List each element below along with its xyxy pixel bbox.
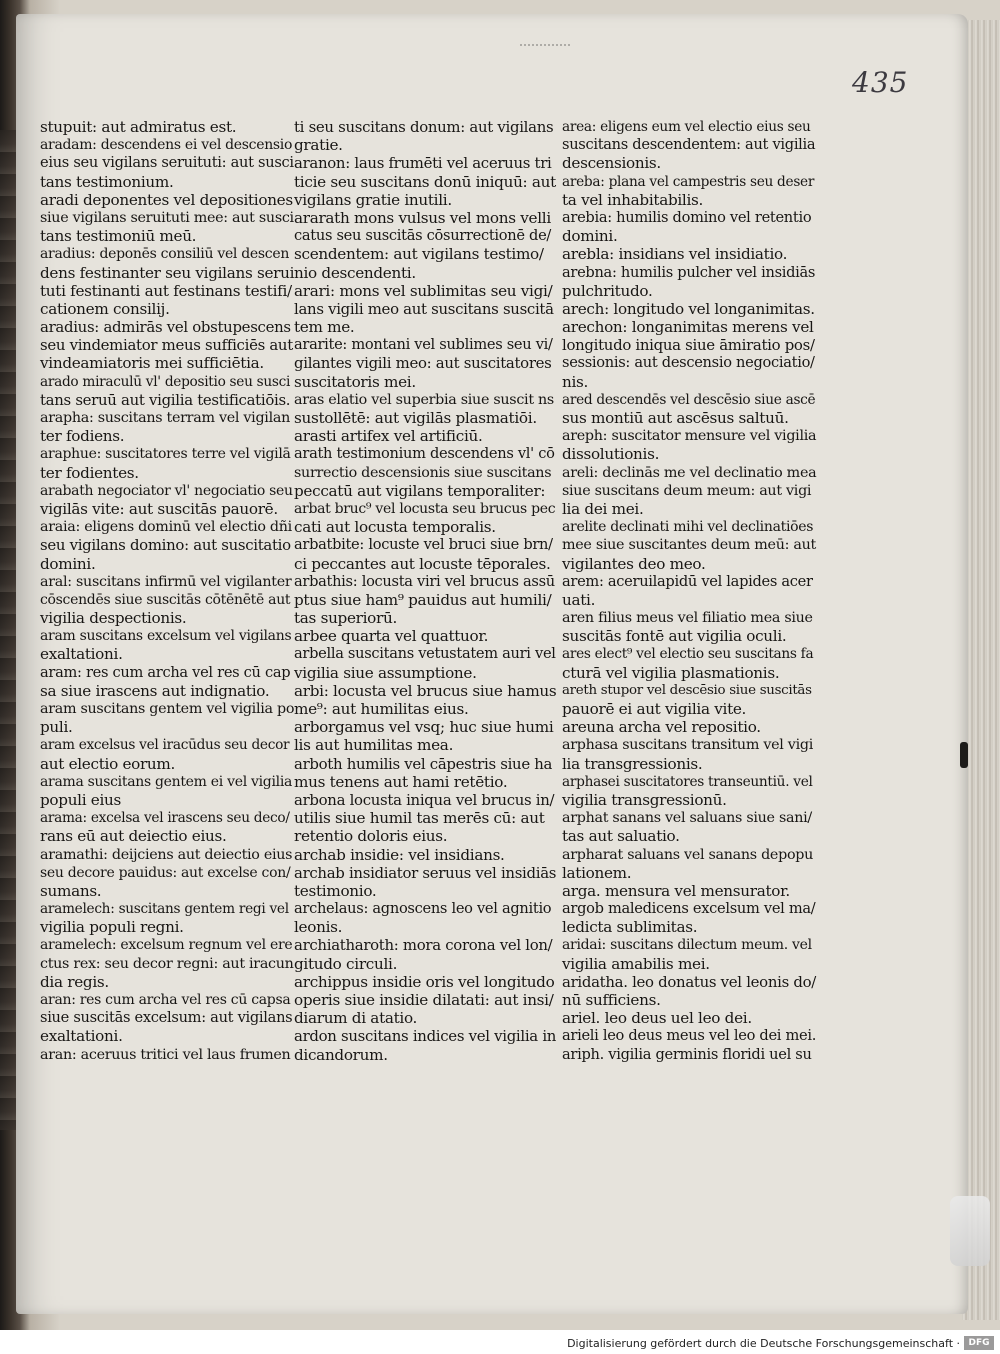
text-line: ledicta sublimitas. (562, 918, 698, 937)
text-line: diarum di atatio. (294, 1009, 418, 1028)
text-line: suscitās fontē aut vigilia oculi. (562, 627, 787, 646)
text-line: ariel. leo deus uel leo dei. (562, 1009, 752, 1028)
text-line: ariph. vigilia germinis floridi uel su (562, 1045, 812, 1063)
text-line: vigilia amabilis mei. (562, 954, 710, 973)
text-line: areba: plana vel campestris seu deser (562, 173, 815, 190)
text-line: arath testimonium descendens vl' cō (294, 445, 555, 463)
text-line: aradam: descendens ei vel descensio (40, 137, 293, 154)
text-line: arama: excelsa vel irascens seu deco/ (40, 810, 290, 827)
text-line: dissolutionis. (562, 445, 660, 464)
text-line: arborgamus vel vsq; huc siue humi (294, 718, 554, 737)
text-line: araia: eligens dominū vel electio dñi (40, 519, 292, 536)
text-line: arasti artifex vel artificiū. (294, 427, 483, 446)
text-line: area: eligens eum vel electio eius seu (562, 119, 811, 135)
text-line: arelite declinati mihi vel declinatiōes (562, 519, 814, 536)
footer-bar (0, 1330, 1000, 1354)
text-line: areph: suscitator mensure vel vigilia (562, 428, 817, 445)
text-line: sustollētē: aut vigilās plasmatiōi. (294, 409, 537, 427)
text-line: aranon: laus frumēti vel aceruus tri (294, 154, 552, 173)
text-line: aramathi: deijciens aut deiectio eius (40, 846, 293, 863)
text-line: arebna: humilis pulcher vel insidiās (562, 263, 816, 281)
text-line: uati. (562, 590, 596, 609)
text-line: testimonio. (294, 881, 377, 900)
text-line: rans eū aut deiectio eius. (40, 827, 227, 846)
text-line: ptus siue ham⁹ pauidus aut humili/ (294, 590, 552, 609)
text-line: dicandorum. (294, 1045, 388, 1064)
text-line: dens festinanter seu vigilans serui (40, 263, 295, 282)
text-line: descensionis. (562, 154, 661, 173)
text-line: mee siue suscitantes deum meū: aut (562, 537, 816, 554)
text-line: aras elatio vel superbia siue suscit ns (294, 391, 554, 408)
folio-number: 435 (852, 66, 909, 99)
footer-credit: Digitalisierung gefördert durch die Deutsche Forschungsgemeinschaft · (567, 1337, 960, 1350)
text-column-left (40, 118, 294, 1064)
text-line: gitudo circuli. (294, 954, 398, 973)
text-line: vindeamiatoris mei sufficiētia. (40, 354, 264, 373)
text-line: nis. (562, 372, 589, 391)
text-line: arbatbite: locuste vel bruci siue brn/ (294, 536, 553, 554)
text-line: tans seruū aut vigilia testificatiōis. (40, 390, 291, 409)
text-line: aran: res cum archa vel res cū capsa (40, 992, 291, 1008)
text-line: arapha: suscitans terram vel vigilan (40, 410, 290, 426)
text-line: aran: aceruus tritici vel laus frumen (40, 1046, 291, 1063)
text-line: vigilia despectionis. (40, 609, 187, 628)
text-line: arbee quarta vel quattuor. (294, 627, 489, 646)
text-line: longitudo iniqua siue āmiratio pos/ (562, 336, 815, 355)
text-line: aradius: deponēs consiliū vel descen (40, 246, 290, 263)
text-line: aradius: admirās vel obstupescens (40, 318, 291, 337)
text-line: arebla: insidians vel insidiatio. (562, 245, 788, 264)
page-clip (950, 1196, 990, 1266)
text-line: areli: declinās me vel declinatio mea (562, 464, 817, 481)
text-line: pauorē ei aut vigilia vite. (562, 700, 747, 718)
text-line: arphat sanans vel saluans siue sani/ (562, 810, 812, 827)
text-line: peccatū aut vigilans temporaliter: (294, 481, 546, 500)
text-line: aral: suscitans infirmū vel vigilanter (40, 573, 292, 590)
text-line: nū sufficiens. (562, 991, 661, 1009)
text-line: tem me. (294, 318, 355, 337)
text-line: cationem consilij. (40, 299, 170, 318)
text-line: aridai: suscitans dilectum meum. vel (562, 937, 812, 954)
text-line: araphue: suscitatores terre vel vigilā (40, 446, 291, 463)
text-line: scendentem: aut vigilans testimo/ (294, 245, 544, 264)
text-line: gilantes vigili meo: aut suscitatores (294, 354, 552, 373)
text-line: ci peccantes aut locuste tēporales. (294, 554, 551, 573)
text-line: ta vel inhabitabilis. (562, 190, 704, 209)
text-line: argob maledicens excelsum vel ma/ (562, 900, 816, 918)
text-line: exaltationi. (40, 1027, 123, 1046)
text-line: aram: res cum archa vel res cū cap (40, 663, 291, 681)
text-line: populi eius (40, 790, 122, 809)
text-line: aramelech: excelsum regnum vel ere (40, 937, 293, 954)
text-line: ararath mons vulsus vel mons velli (294, 208, 551, 227)
text-line: cturā vel vigilia plasmationis. (562, 663, 780, 682)
text-line: me⁹: aut humilitas eius. (294, 700, 469, 718)
text-column-middle (294, 118, 556, 1064)
text-line: aut electio eorum. (40, 754, 176, 773)
text-line: cōscendēs siue suscitās cōtēnētē aut (40, 591, 291, 608)
text-line: gratie. (294, 136, 343, 155)
text-line: arbella suscitans vetustatem auri vel (294, 645, 556, 663)
text-line: arbat bruc⁹ vel locusta seu brucus pec (294, 500, 556, 517)
text-line: aridatha. leo donatus vel leonis do/ (562, 972, 816, 991)
text-line: ter fodientes. (40, 463, 139, 482)
text-line: sus montiū aut ascēsus saltuū. (562, 409, 789, 427)
text-line: arboth humilis vel cāpestris siue ha (294, 754, 553, 773)
text-line: exaltationi. (40, 645, 123, 664)
text-line: vigilantes deo meo. (562, 554, 706, 573)
text-line: lia transgressionis. (562, 754, 703, 773)
text-line: arpharat saluans vel sanans depopu (562, 846, 814, 863)
text-line: arabath negociator vl' negociatio seu (40, 482, 293, 499)
text-line: aren filius meus vel filiatio mea siue (562, 610, 813, 627)
text-line: lans vigili meo aut suscitans suscitā (294, 299, 554, 318)
text-line: arebia: humilis domino vel retentio (562, 208, 812, 226)
text-line: arech: longitudo vel longanimitas. (562, 299, 815, 318)
text-line: vigilās vite: aut suscitās pauorē. (40, 499, 278, 518)
text-column-right (562, 118, 816, 1064)
text-line: arechon: longanimitas merens vel (562, 318, 814, 337)
text-line: vigilans gratie inutili. (294, 190, 452, 209)
text-line: arama suscitans gentem ei vel vigilia (40, 773, 293, 790)
text-line: tuti festinanti aut festinans testifi/ (40, 281, 292, 300)
text-line: vigilia siue assumptione. (294, 663, 477, 682)
text-line: aramelech: suscitans gentem regi vel (40, 901, 289, 918)
text-line: seu decore pauidus: aut excelse con/ (40, 864, 291, 881)
text-line: arphasei suscitatores transeuntiū. vel (562, 773, 813, 790)
text-line: ararite: montani vel sublimes seu vi/ (294, 336, 553, 354)
text-line: arem: aceruilapidū vel lapides acer (562, 572, 813, 590)
text-line: aram suscitans gentem vel vigilia po (40, 701, 295, 717)
text-line: leonis. (294, 918, 343, 937)
text-line: eius seu vigilans seruituti: aut susci (40, 154, 294, 172)
text-line: ared descendēs vel descēsio siue ascē (562, 391, 816, 408)
text-line: aram excelsus vel iracūdus seu decor (40, 737, 290, 754)
text-line: nio descendenti. (294, 263, 416, 282)
text-line: siue suscitās excelsum: aut vigilans (40, 1009, 293, 1027)
text-line: dia regis. (40, 972, 109, 991)
text-line: aradi deponentes vel depositiones (40, 190, 293, 209)
text-line: siue vigilans seruituti mee: aut susci (40, 209, 294, 226)
text-line: archab insidiator seruus vel insidiās (294, 863, 557, 882)
text-line: suscitatoris mei. (294, 372, 416, 391)
text-line: sumans. (40, 881, 102, 900)
faint-stamp-mark (520, 44, 570, 56)
ink-mark (960, 742, 968, 768)
text-line: ter fodiens. (40, 427, 125, 446)
text-line: aram suscitans excelsum vel vigilans (40, 628, 292, 645)
text-line: cati aut locusta temporalis. (294, 518, 496, 537)
text-line: stupuit: aut admiratus est. (40, 118, 237, 136)
text-line: domini. (562, 227, 618, 246)
text-line: ardon suscitans indices vel vigilia in (294, 1027, 557, 1046)
text-line: archelaus: agnoscens leo vel agnitio (294, 900, 552, 918)
text-line: lia dei mei. (562, 499, 644, 518)
text-line: areuna archa vel repositio. (562, 718, 761, 737)
text-line: mus tenens aut hami retētio. (294, 772, 508, 791)
text-line: operis siue insidie dilatati: aut insi/ (294, 991, 554, 1009)
text-line: arphasa suscitans transitum vel vigi (562, 737, 813, 754)
text-line: tas superiorū. (294, 609, 397, 628)
text-line: sessionis: aut descensio negociatio/ (562, 354, 815, 372)
text-line: arbona locusta iniqua vel brucus in/ (294, 790, 555, 809)
text-line: ti seu suscitans donum: aut vigilans (294, 118, 554, 136)
text-line: seu vigilans domino: aut suscitatio (40, 536, 291, 555)
text-line: archippus insidie oris vel longitudo (294, 972, 555, 991)
text-line: catus seu suscitās cōsurrectionē de/ (294, 227, 552, 245)
text-line: pulchritudo. (562, 281, 653, 300)
text-line: archab insidie: vel insidians. (294, 845, 505, 864)
text-line: areth stupor vel descēsio siue suscitās (562, 682, 812, 698)
text-line: ares elect⁹ vel electio seu suscitans fa (562, 646, 814, 663)
text-line: puli. (40, 718, 73, 737)
text-line: suscitans descendentem: aut vigilia (562, 136, 816, 154)
text-line: arieli leo deus meus vel leo dei mei. (562, 1027, 817, 1045)
text-line: retentio doloris eius. (294, 827, 448, 846)
text-line: ctus rex: seu decor regni: aut iracun (40, 955, 294, 972)
text-line: archiatharoth: mora corona vel lon/ (294, 936, 553, 955)
text-line: surrectio descensionis siue suscitans (294, 464, 552, 481)
text-line: tans testimonium. (40, 172, 174, 191)
text-line: ticie seu suscitans donū iniquū: aut (294, 172, 556, 191)
text-line: tas aut saluatio. (562, 827, 680, 846)
text-line: domini. (40, 554, 96, 573)
text-line: sa siue irascens aut indignatio. (40, 681, 270, 700)
text-line: vigilia populi regni. (40, 918, 184, 937)
text-line: seu vindemiator meus sufficiēs aut (40, 336, 293, 355)
text-line: arari: mons vel sublimitas seu vigi/ (294, 281, 553, 300)
text-line: vigilia transgressionū. (562, 790, 727, 809)
text-line: utilis siue humil tas merēs cū: aut (294, 809, 545, 828)
text-line: arado miraculū vl' depositio seu susci (40, 373, 291, 390)
text-line: arga. mensura vel mensurator. (562, 881, 790, 900)
text-line: lationem. (562, 863, 632, 882)
text-line: lis aut humilitas mea. (294, 736, 454, 755)
dfg-logo: DFG (964, 1336, 994, 1350)
text-line: arbi: locusta vel brucus siue hamus (294, 681, 557, 700)
text-line: siue suscitans deum meum: aut vigi (562, 482, 812, 499)
text-line: tans testimoniū meū. (40, 227, 197, 246)
text-line: arbathis: locusta viri vel brucus assū (294, 572, 555, 590)
